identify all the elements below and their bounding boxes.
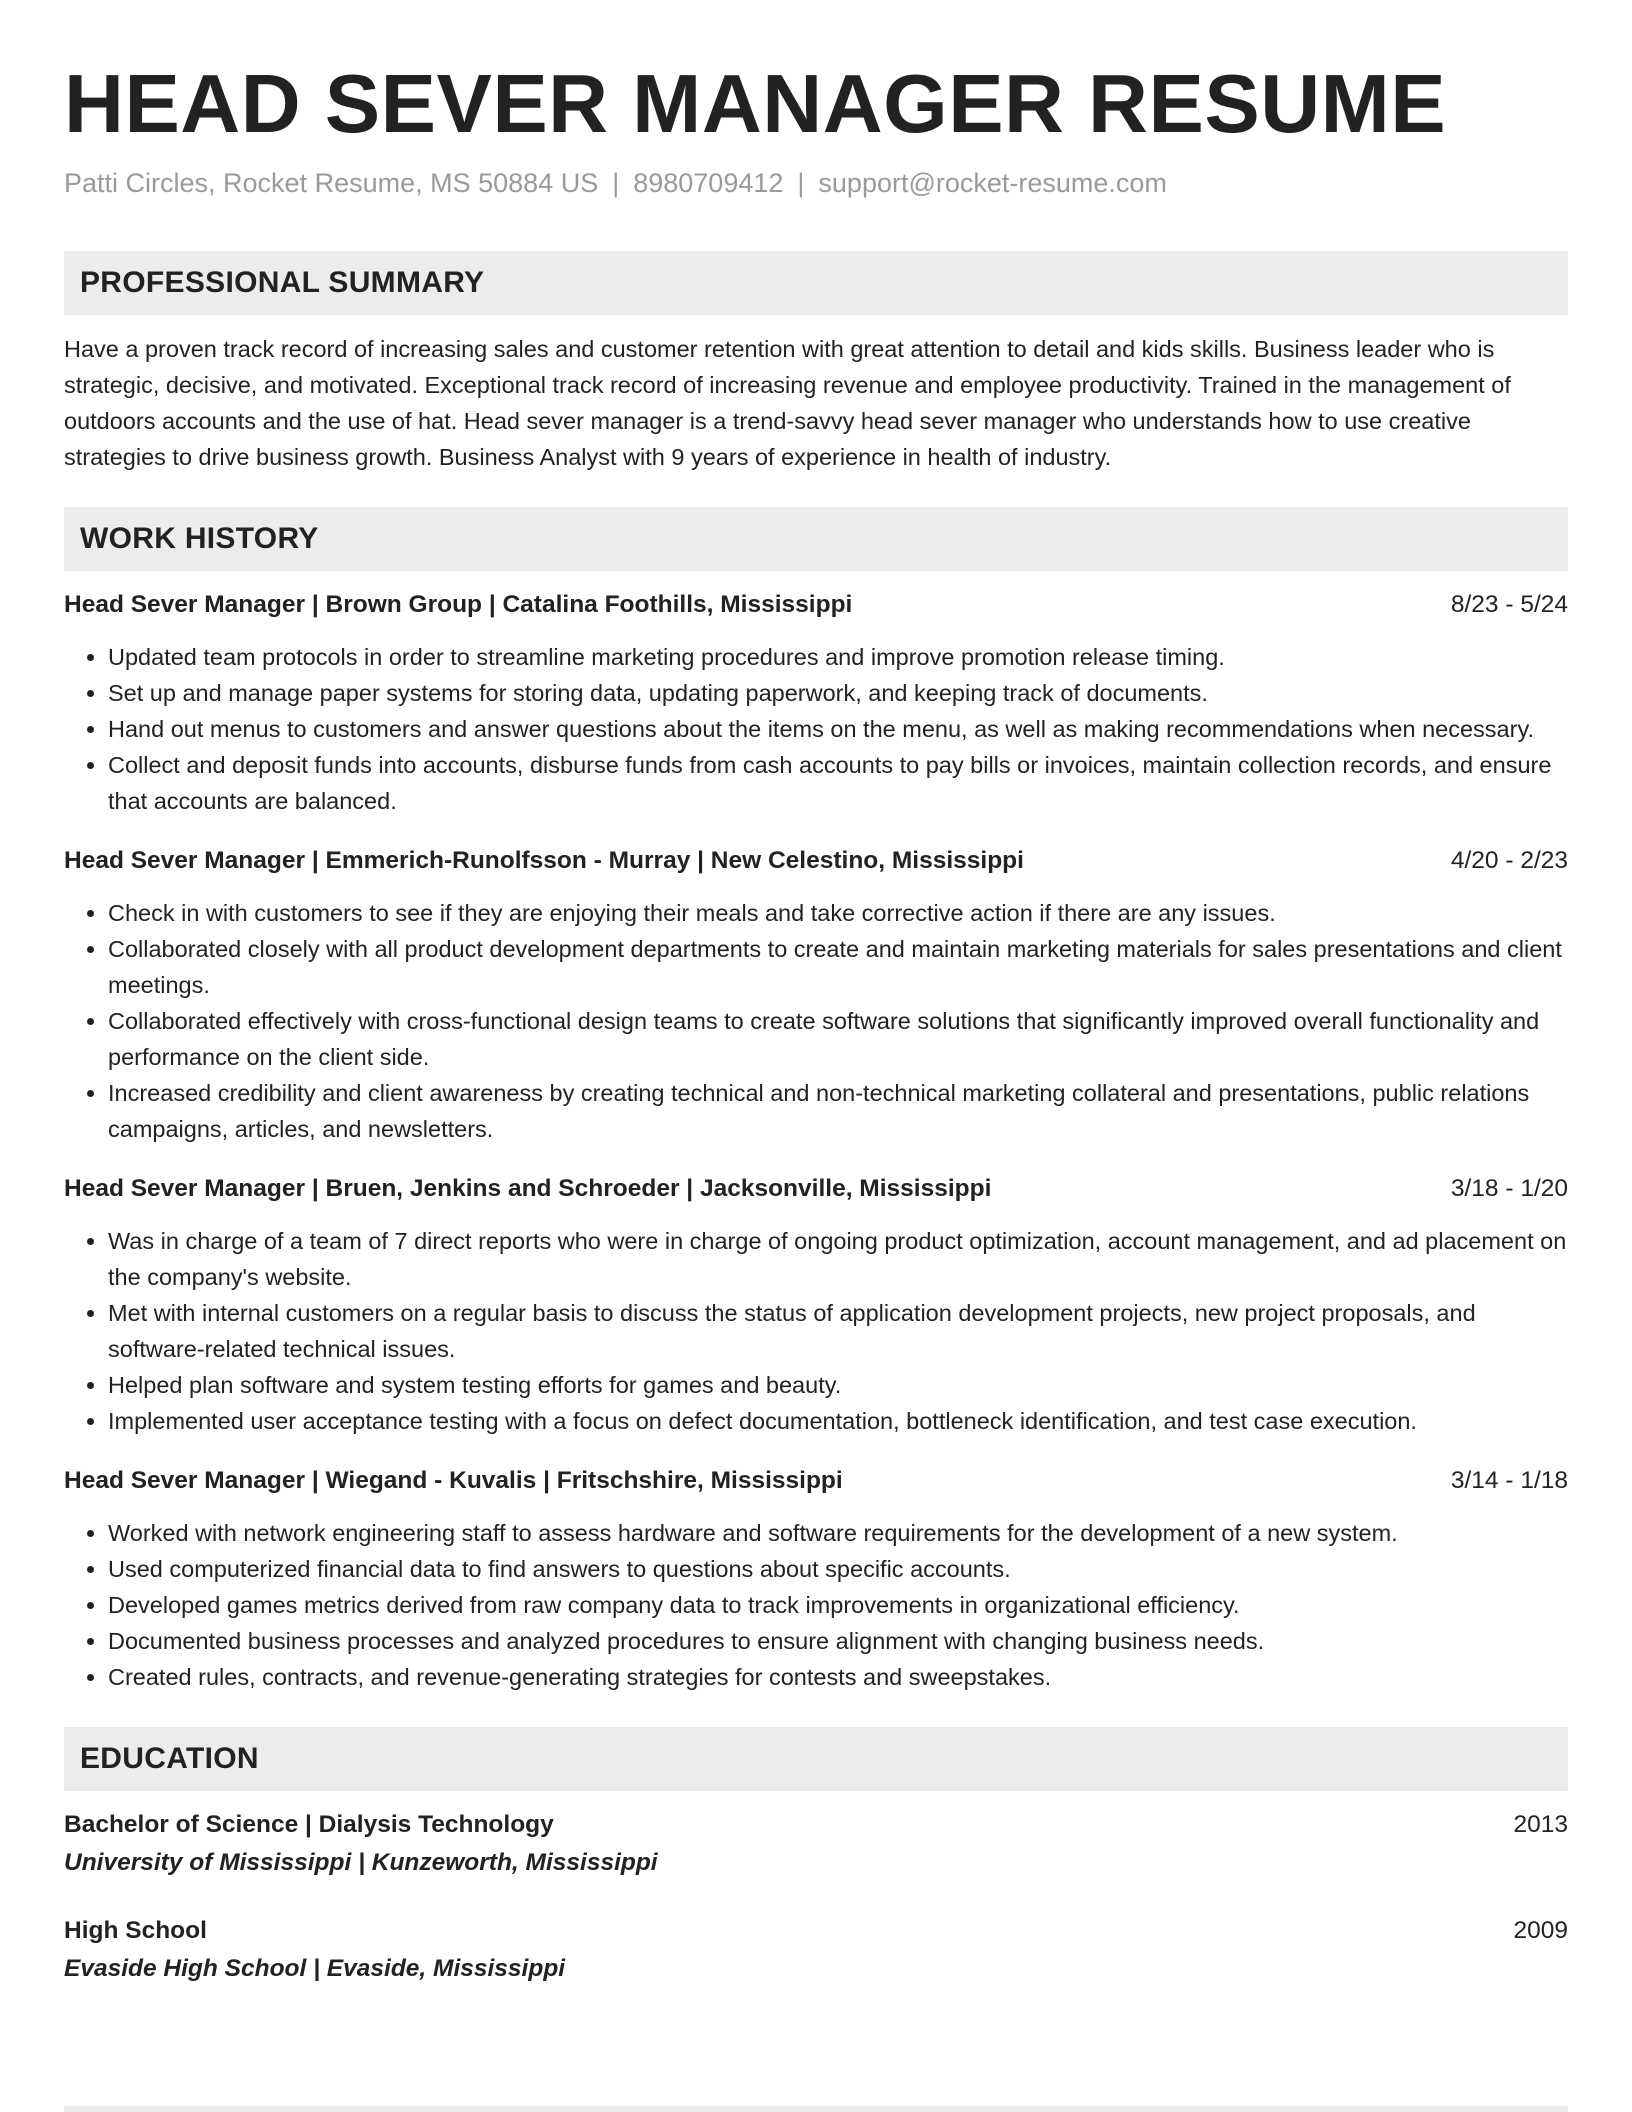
job-bullet: • Documented business processes and analyzed procedures to ensure alignment with changing business needs.	[108, 1623, 1568, 1659]
job-bullet: • Helped plan software and system testing efforts for games and beauty.	[108, 1367, 1568, 1403]
job-bullet: • Used computerized financial data to find answers to questions about specific accounts.	[108, 1551, 1568, 1587]
job-bullet-list	[64, 895, 1568, 1147]
job-bullet: • Collaborated closely with all product development departments to create and maintain marketing materials for sales presentations and client meetings.	[108, 931, 1568, 1003]
job-bullet: • Developed games metrics derived from raw company data to track improvements in organizational efficiency.	[108, 1587, 1568, 1623]
job-header	[64, 1171, 1568, 1207]
section-header-work-history: WORK HISTORY	[64, 507, 1568, 571]
education-header	[64, 1913, 1568, 1949]
job-entry	[64, 843, 1568, 1147]
job-header	[64, 587, 1568, 623]
job-title: Head Sever Manager | Emmerich-Runolfsson - Murray | New Celestino, Mississippi	[64, 847, 1024, 874]
job-dates: 3/14 - 1/18	[1450, 1467, 1568, 1494]
education-school: University of Mississippi | Kunzeworth, Mississippi	[64, 1849, 658, 1876]
job-bullet: • Collect and deposit funds into accounts, disburse funds from cash accounts to pay bills or invoices, maintain collection records, and ensure that accounts are balanced.	[108, 747, 1568, 819]
contact-line	[64, 168, 1568, 199]
job-bullet: • Increased credibility and client awareness by creating technical and non-technical marketing collateral and presentations, public relations campaigns, articles, and newsletters.	[108, 1075, 1568, 1147]
job-bullet: • Check in with customers to see if they are enjoying their meals and take corrective action if there are any issues.	[108, 895, 1568, 931]
summary-text: Have a proven track record of increasing sales and customer retention with great attention to detail and kids skills. Business leader who is strategic, decisive, and motivated. Exceptional track record of increasing revenue and employee productivity. Trained in the management of outdoors accounts and the use of hat. Head sever manager is a trend-savvy head sever manager who understands how to use creative strategies to drive business growth. Business Analyst with 9 years of experience in health of industry.	[64, 336, 1511, 470]
contact-email: support@rocket-resume.com	[818, 168, 1167, 198]
contact-address: Patti Circles, Rocket Resume, MS 50884 US	[64, 168, 599, 198]
job-bullet: • Collaborated effectively with cross-functional design teams to create software solutions that significantly improved overall functionality and performance on the client side.	[108, 1003, 1568, 1075]
education-entry	[64, 1913, 1568, 1989]
job-entry	[64, 1463, 1568, 1695]
job-bullet: • Hand out menus to customers and answer questions about the items on the menu, as well as making recommendations when necessary.	[108, 711, 1568, 747]
job-bullet: • Implemented user acceptance testing with a focus on defect documentation, bottleneck identification, and test case execution.	[108, 1403, 1568, 1439]
education-entry	[64, 1807, 1568, 1883]
job-title: Head Sever Manager | Wiegand - Kuvalis | Fritschshire, Mississippi	[64, 1467, 843, 1494]
education-header	[64, 1807, 1568, 1843]
job-bullet: • Set up and manage paper systems for storing data, updating paperwork, and keeping track of documents.	[108, 675, 1568, 711]
job-bullet-list	[64, 639, 1568, 819]
resume-page	[64, 56, 1568, 1989]
job-bullet: • Was in charge of a team of 7 direct reports who were in charge of ongoing product optimization, account management, and ad placement on the company's website.	[108, 1223, 1568, 1295]
job-entry	[64, 1171, 1568, 1439]
job-bullet-list	[64, 1223, 1568, 1439]
education-school: Evaside High School | Evaside, Mississippi	[64, 1955, 566, 1982]
job-bullet: • Updated team protocols in order to streamline marketing procedures and improve promotion release timing.	[108, 639, 1568, 675]
job-dates: 4/20 - 2/23	[1450, 847, 1568, 874]
work-history-list	[64, 587, 1568, 1695]
contact-phone: 8980709412	[633, 168, 784, 198]
contact-separator: |	[612, 168, 620, 198]
section-header-education: EDUCATION	[64, 1727, 1568, 1791]
contact-separator: |	[797, 168, 805, 198]
job-bullet: • Created rules, contracts, and revenue-generating strategies for contests and sweepstakes.	[108, 1659, 1568, 1695]
job-dates: 8/23 - 5/24	[1450, 591, 1568, 618]
job-dates: 3/18 - 1/20	[1450, 1175, 1568, 1202]
education-degree: High School	[64, 1917, 207, 1944]
education-year: 2013	[1513, 1811, 1568, 1838]
education-year: 2009	[1513, 1917, 1568, 1944]
section-header-summary: PROFESSIONAL SUMMARY	[64, 251, 1568, 315]
job-bullet: • Met with internal customers on a regular basis to discuss the status of application development projects, new project proposals, and software-related technical issues.	[108, 1295, 1568, 1367]
education-list	[64, 1807, 1568, 1989]
job-title: Head Sever Manager | Brown Group | Catalina Foothills, Mississippi	[64, 591, 853, 618]
job-header	[64, 1463, 1568, 1499]
job-title: Head Sever Manager | Bruen, Jenkins and Schroeder | Jacksonville, Mississippi	[64, 1175, 992, 1202]
education-degree: Bachelor of Science | Dialysis Technology	[64, 1811, 554, 1838]
resume-title: HEAD SEVER MANAGER RESUME	[64, 57, 1447, 150]
job-entry	[64, 587, 1568, 819]
footer-divider	[64, 2106, 1568, 2112]
job-bullet: • Worked with network engineering staff to assess hardware and software requirements for the development of a new system.	[108, 1515, 1568, 1551]
job-header	[64, 843, 1568, 879]
job-bullet-list	[64, 1515, 1568, 1695]
